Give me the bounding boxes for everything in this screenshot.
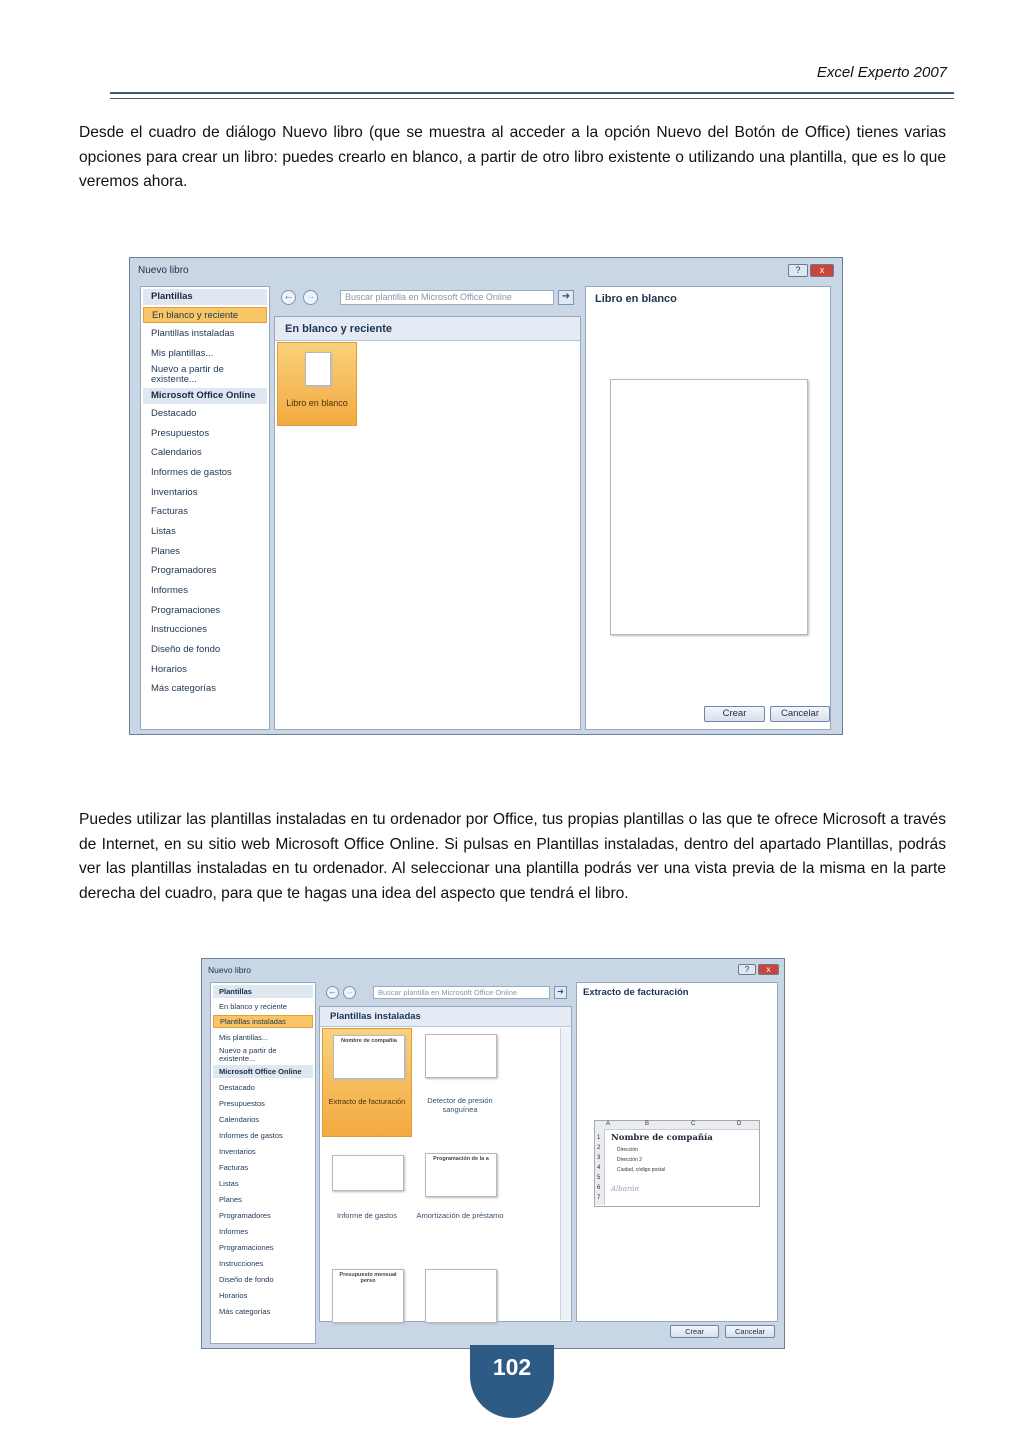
sidebar-item-my-templates[interactable]: Mis plantillas... [151,348,214,359]
sidebar-header-office-online: Microsoft Office Online [213,1065,313,1078]
sidebar-item[interactable]: Presupuestos [151,428,210,439]
section-title: En blanco y reciente [275,317,580,341]
thumb-heading: Nombre de compañía [341,1038,397,1044]
forward-arrow-icon[interactable]: → [303,290,318,305]
preview-title: Extracto de facturación [583,987,689,998]
sidebar-item-installed[interactable]: Plantillas instaladas [151,328,235,339]
column-header: B [645,1121,650,1127]
sidebar-item[interactable]: Diseño de fondo [151,644,221,655]
template-tile-blood-pressure[interactable] [415,1028,505,1137]
template-list-panel [319,1006,572,1322]
page-number: 102 [470,1345,554,1418]
header-rule [110,92,954,94]
sidebar-item[interactable]: Calendarios [151,447,202,458]
column-header-row [595,1121,759,1130]
sidebar-item-blank-recent[interactable]: En blanco y reciente [143,307,267,323]
preview-spreadsheet [594,1120,760,1207]
row-header-column [595,1129,605,1205]
cancel-button[interactable]: Cancelar [770,706,830,722]
row-header: 6 [597,1185,601,1191]
preview-line: Ciudad, código postal [617,1167,666,1173]
thumb-heading: Programación de la a [433,1156,489,1162]
sidebar-item[interactable]: Más categorías [219,1307,271,1316]
tile-label: Informe de gastos [336,1211,398,1220]
sidebar-item[interactable]: Destacado [151,408,197,419]
template-tile-expenses[interactable] [322,1145,412,1245]
sidebar-item[interactable]: Programadores [151,565,217,576]
dialog-title: Nuevo libro [138,265,189,276]
paragraph-installed-templates: Puedes utilizar las plantillas instaladas en tu ordenador por Office, tus propias plantillas o las que te ofrece Microsoft a través de Internet, en su sitio web Microsoft Office Online. Si pulsas en Plantillas instaladas, dentro del apartado Plantillas, podrás ver las plantillas instaladas en tu ordenador. Al seleccionar una plantilla podrás ver una vista previa de la misma en la parte derecha del cuadro, para que te hagas una idea del aspecto que tendrá el libro. [79,811,946,902]
header-rule-thin [110,98,954,99]
sidebar-item[interactable]: Más categorías [151,683,216,694]
template-sidebar [210,982,316,1344]
sidebar-item[interactable]: Listas [151,526,176,537]
sidebar-item[interactable]: Facturas [151,506,188,517]
template-search-input[interactable]: Buscar plantilla en Microsoft Office Online [373,986,550,999]
template-thumbnail [332,1269,404,1323]
sidebar-item[interactable]: Listas [219,1179,239,1188]
sidebar-header-plantillas: Plantillas [143,289,267,305]
sidebar-item[interactable]: Inventarios [151,487,198,498]
sidebar-item[interactable]: Calendarios [219,1115,260,1124]
sidebar-item-installed[interactable]: Plantillas instaladas [213,1015,313,1028]
search-go-arrow-icon[interactable]: ➜ [554,986,567,999]
sidebar-item[interactable]: Informes [219,1227,249,1236]
sidebar-item[interactable]: Instrucciones [219,1259,264,1268]
tile-label: Libro en blanco [286,398,348,408]
preview-line: Dirección [617,1147,638,1153]
search-go-arrow-icon[interactable]: ➜ [558,290,574,305]
create-button[interactable]: Crear [670,1325,719,1338]
section-title: Plantillas instaladas [320,1007,571,1027]
cancel-button[interactable]: Cancelar [725,1325,775,1338]
sidebar-header-office-online: Microsoft Office Online [143,388,267,404]
back-arrow-icon[interactable]: ← [281,290,296,305]
preview-title: Libro en blanco [595,293,677,305]
sidebar-item[interactable]: Informes [151,585,188,596]
tile-label: Amortización de préstamo [416,1211,504,1220]
sidebar-item[interactable]: Horarios [219,1291,248,1300]
row-header: 5 [597,1175,601,1181]
help-icon[interactable]: ? [788,264,808,277]
preview-blank-page [610,379,808,635]
sidebar-item[interactable]: Planes [151,546,181,557]
close-icon[interactable]: x [758,964,779,975]
template-sidebar [140,286,270,730]
template-thumbnail [332,1155,404,1191]
template-scrollbar[interactable] [560,1028,571,1320]
help-icon[interactable]: ? [738,964,756,975]
sidebar-item[interactable]: Instrucciones [151,624,207,635]
forward-arrow-icon[interactable]: → [343,986,356,999]
sidebar-item[interactable]: Programadores [219,1211,271,1220]
create-button[interactable]: Crear [704,706,765,722]
tile-label: Extracto de facturación [328,1097,406,1106]
column-header: A [606,1121,611,1127]
template-thumbnail [425,1153,497,1197]
preview-albaran: Albarán [611,1185,639,1193]
sidebar-item[interactable]: Facturas [219,1163,249,1172]
template-tile-budget[interactable] [322,1263,412,1321]
row-header: 7 [597,1195,601,1201]
sidebar-item-from-existing[interactable]: Nuevo a partir de existente... [219,1046,277,1063]
sidebar-item[interactable]: Programaciones [219,1243,274,1252]
sidebar-item[interactable]: Destacado [219,1083,255,1092]
row-header: 4 [597,1165,601,1171]
sidebar-item[interactable]: Inventarios [219,1147,256,1156]
sidebar-item[interactable]: Diseño de fondo [219,1275,274,1284]
template-list-panel [274,316,581,730]
template-tile-blank[interactable] [277,342,357,426]
dialog-title: Nuevo libro [208,965,251,975]
template-tile-list[interactable] [415,1263,505,1321]
sidebar-item[interactable]: Programaciones [151,605,221,616]
row-header: 1 [597,1135,601,1141]
column-header: C [691,1121,696,1127]
blank-document-icon [305,352,331,386]
sidebar-item[interactable]: Horarios [151,664,187,675]
row-header: 3 [597,1155,601,1161]
paragraph-intro: Desde el cuadro de diálogo Nuevo libro (que se muestra al acceder a la opción Nuevo del Botón de Office) tienes varias opciones para crear un libro: puedes crearlo en blanco, a partir de otro libro existente o utilizando una plantilla, que es lo que veremos ahora. [79,124,946,190]
sidebar-item-blank-recent[interactable]: En blanco y reciente [219,1002,287,1011]
template-thumbnail [425,1034,497,1078]
template-thumbnail [333,1035,405,1079]
dialog-screenshot-blank [129,257,843,735]
sidebar-item[interactable]: Planes [219,1195,242,1204]
tile-label: Detector de presión sanguínea [427,1096,493,1114]
sidebar-item[interactable]: Presupuestos [219,1099,265,1108]
column-header: D [737,1121,742,1127]
template-tile-loan[interactable] [415,1145,505,1245]
template-thumbnail [425,1269,497,1323]
sidebar-item-from-existing[interactable]: Nuevo a partir de existente... [151,364,224,385]
row-header: 2 [597,1145,601,1151]
sidebar-item[interactable]: Informes de gastos [151,467,232,478]
close-icon[interactable]: x [810,264,834,277]
dialog-screenshot-installed [201,958,785,1349]
back-arrow-icon[interactable]: ← [326,986,339,999]
sidebar-item[interactable]: Informes de gastos [219,1131,283,1140]
sidebar-item-my-templates[interactable]: Mis plantillas... [219,1033,269,1042]
preview-panel [576,982,778,1322]
preview-company-name: Nombre de compañía [611,1133,713,1143]
preview-panel [585,286,831,730]
template-tile-billing[interactable] [322,1028,412,1137]
preview-line: Dirección 2 [617,1157,643,1163]
sidebar-header-plantillas: Plantillas [213,985,313,998]
template-search-input[interactable]: Buscar plantilla en Microsoft Office Online [340,290,554,305]
page-header-title: Excel Experto 2007 [816,64,947,81]
thumb-heading: Presupuesto mensual perso [339,1272,397,1284]
